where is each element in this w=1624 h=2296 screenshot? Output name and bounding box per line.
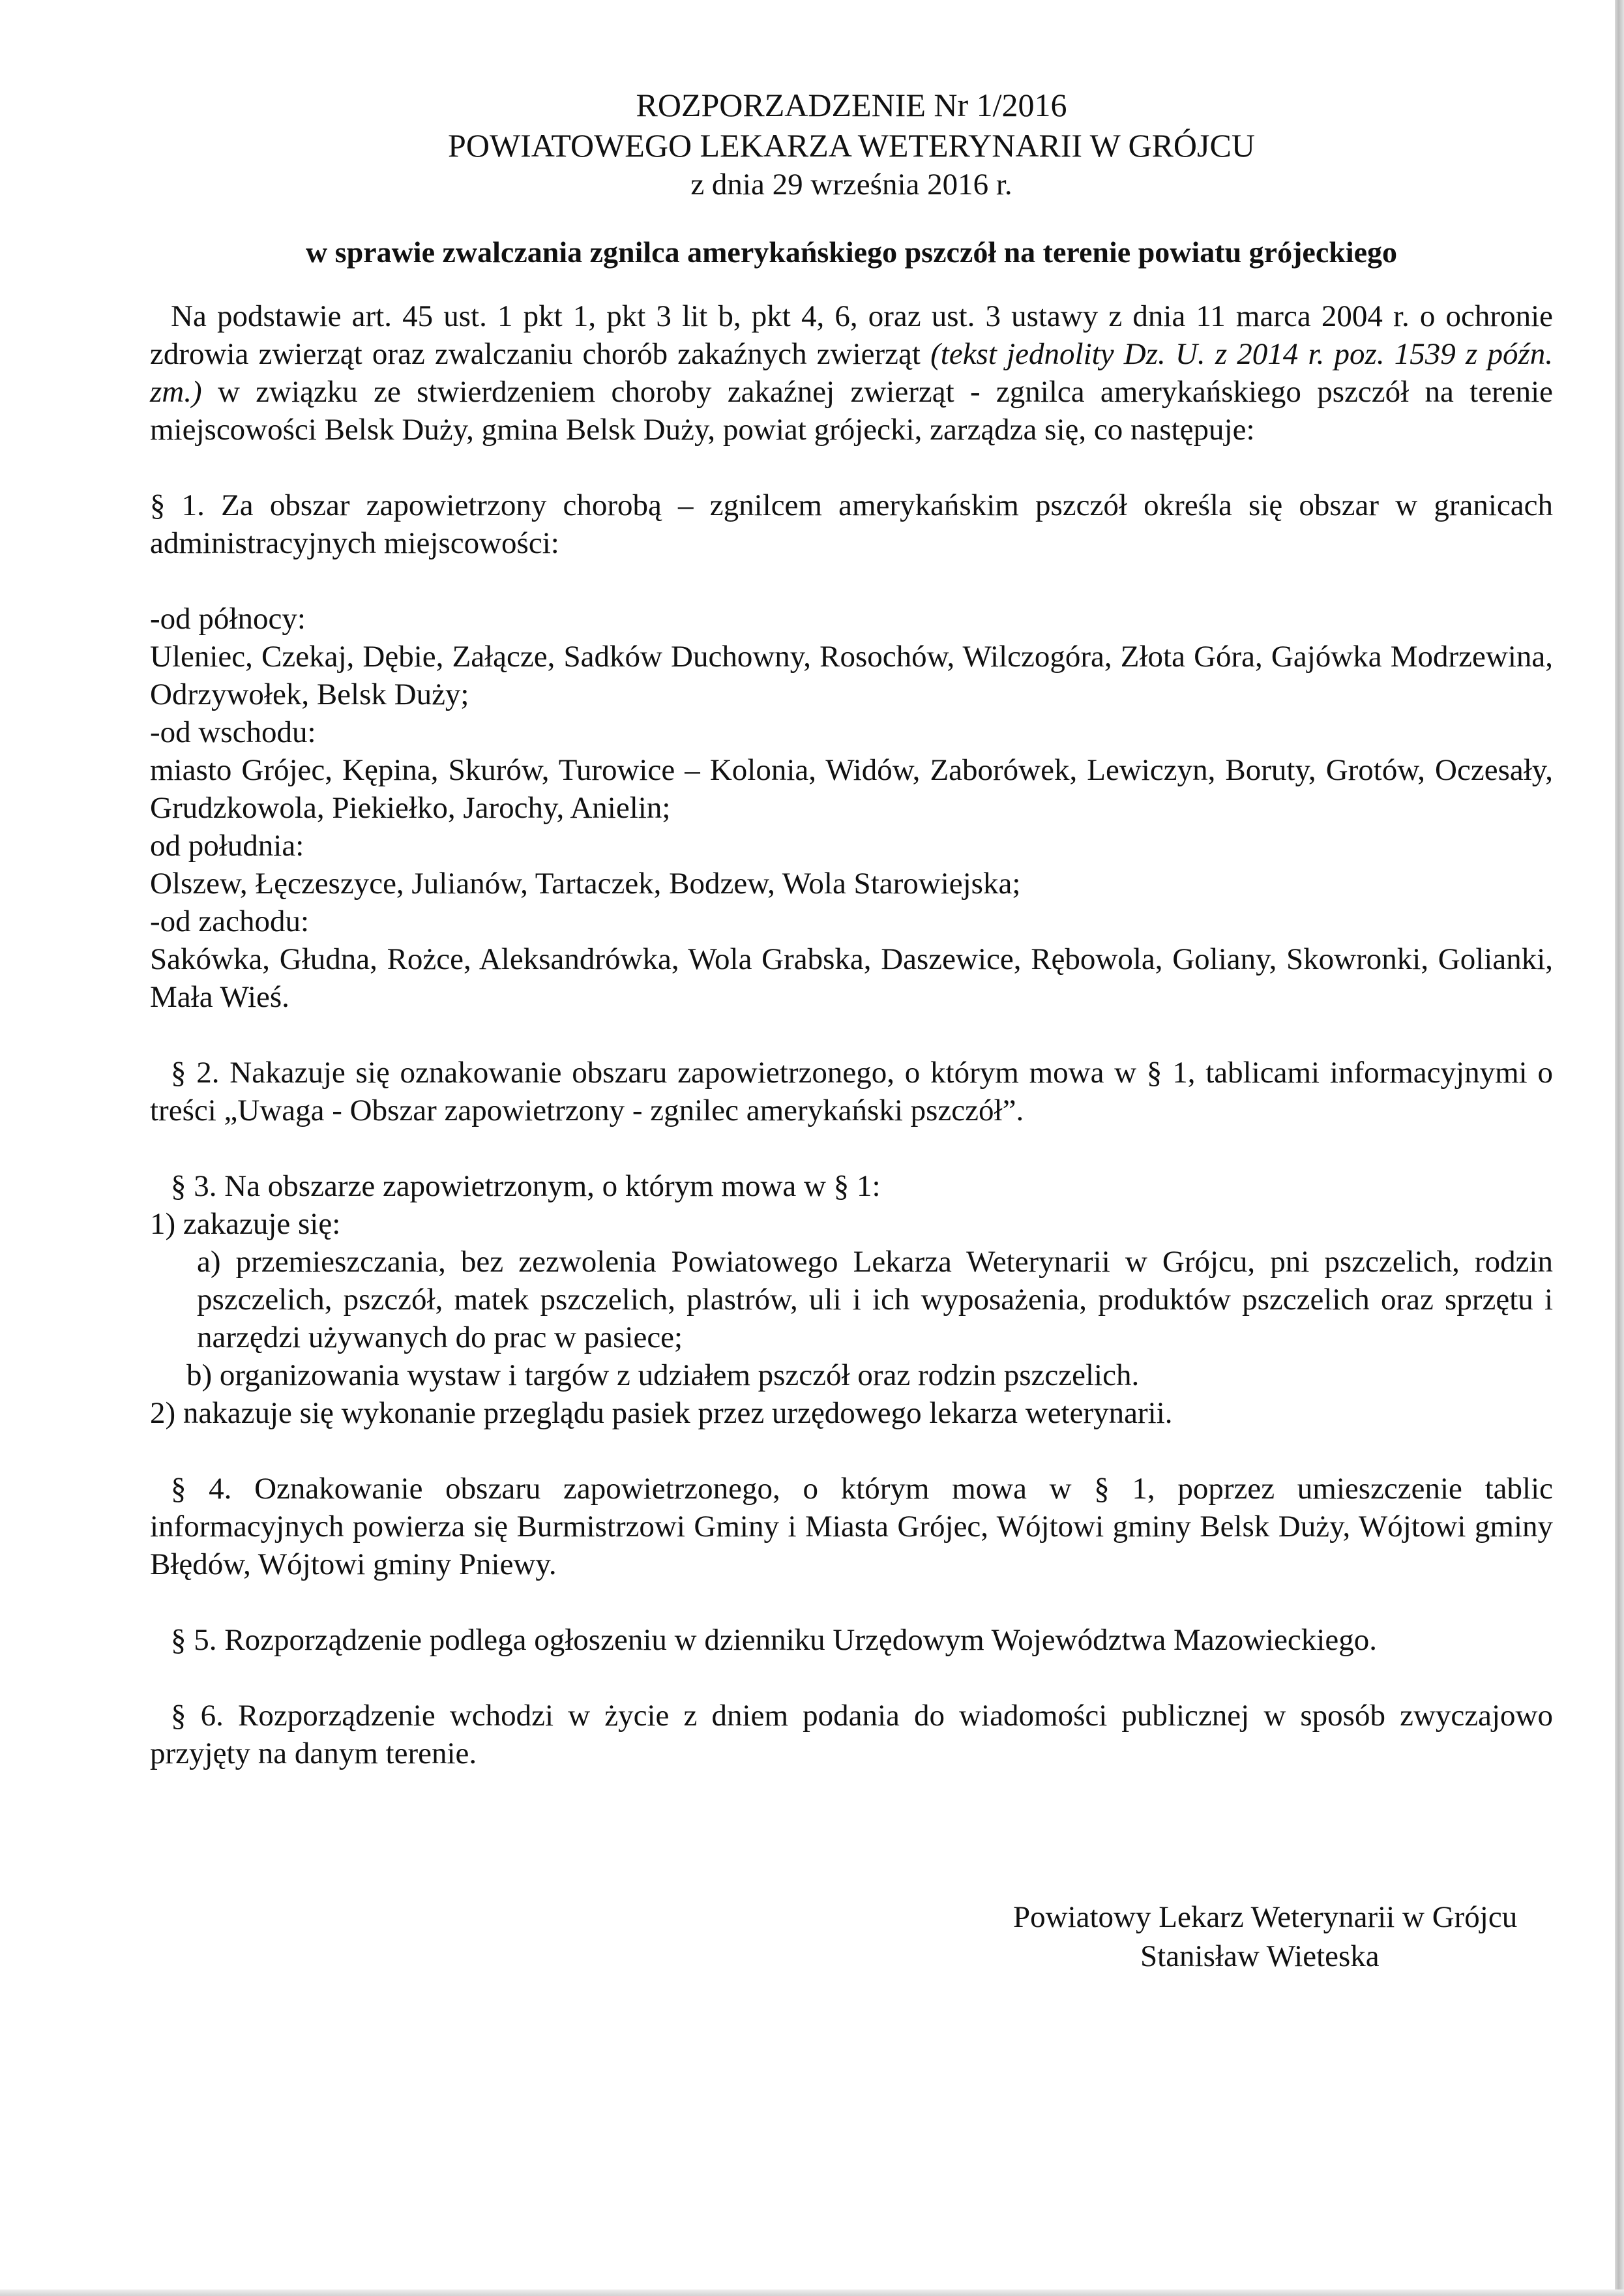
document-header [150, 85, 1553, 203]
spacer [150, 1659, 1553, 1697]
scan-edge-right [1615, 0, 1624, 2296]
spacer [150, 1583, 1553, 1621]
section-3-item-1: 1) zakazuje się: [150, 1207, 341, 1241]
section-1-text: § 1. Za obszar zapowietrzony chorobą – zgnilcem amerykańskim pszczół określa się obszar w granicach administracyjnych miejscowości: [150, 488, 1553, 560]
signature-block [1013, 1898, 1548, 1976]
preamble-text-before: Na podstawie art. 45 ust. 1 pkt 1, pkt 3 lit b, pkt 4, 6, oraz ust. 3 ustawy z dnia 11 marca 2004 r. o ochronie zdrowia zwierząt oraz zwalczaniu chorób zakaźnych zwierząt [150, 299, 1553, 371]
section-4-text: § 4. Oznakowanie obszaru zapowietrzonego, o którym mowa w § 1, poprzez umieszczenie tablic informacyjnych powierza się Burmistrzowi Gminy i Miasta Grójec, Wójtowi gminy Belsk Duży, Wójtowi gminy Błędów, Wójtowi gminy Pniewy. [150, 1472, 1553, 1581]
section-1-east-label: -od wschodu: [150, 715, 316, 749]
spacer [150, 1129, 1553, 1167]
section-5-text: § 5. Rozporządzenie podlega ogłoszeniu w dzienniku Urzędowym Województwa Mazowieckiego. [171, 1623, 1377, 1657]
section-1-east-list: miasto Grójec, Kępina, Skurów, Turowice – Kolonia, Widów, Zaborówek, Lewiczyn, Boruty, Grotów, Oczesały, Grudzkowola, Piekiełko, Jarochy, Anielin; [150, 753, 1553, 825]
document-subject: w sprawie zwalczania zgnilca amerykańskiego pszczół na terenie powiatu grójeckiego [305, 235, 1398, 269]
header-line-2: POWIATOWEGO LEKARZA WETERYNARII W GRÓJCU [448, 127, 1255, 164]
header-date: z dnia 29 września 2016 r. [690, 168, 1012, 201]
preamble-citation: (tekst jednolity Dz. U. z 2014 r. poz. 1539 z późn. zm.) [150, 337, 1554, 409]
spacer [150, 562, 1553, 600]
section-1-west-label: -od zachodu: [150, 904, 310, 938]
section-1-south-label: od południa: [150, 829, 304, 863]
spacer [150, 271, 1553, 297]
section-1-north-list: Uleniec, Czekaj, Dębie, Załącze, Sadków Duchowny, Rosochów, Wilczogóra, Złota Góra, Gajówka Modrzewina, Odrzywołek, Belsk Duży; [150, 640, 1553, 711]
signature-title: Powiatowy Lekarz Weterynarii w Grójcu [1013, 1900, 1518, 1934]
section-1-north-label: -od północy: [150, 602, 306, 636]
section-6-text: § 6. Rozporządzenie wchodzi w życie z dniem podania do wiadomości publicznej w sposób zwyczajowo przyjęty na danym terenie. [150, 1699, 1553, 1770]
scan-edge-bottom [0, 2289, 1624, 2296]
spacer [150, 1016, 1553, 1054]
section-3-item-2: 2) nakazuje się wykonanie przeglądu pasiek przez urzędowego lekarza weterynarii. [150, 1396, 1173, 1430]
spacer [150, 1432, 1553, 1470]
section-3-item-1a: a) przemieszczania, bez zezwolenia Powiatowego Lekarza Weterynarii w Grójcu, pni pszczelich, rodzin pszczelich, pszczół, matek pszczelich, plastrów, uli i ich wyposażenia, produktów pszczelich oraz sprzętu i narzędzi używanych do prac w pasiece; [197, 1245, 1553, 1354]
section-1-west-list: Sakówka, Głudna, Rożce, Aleksandrówka, Wola Grabska, Daszewice, Rębowola, Goliany, Skowronki, Golianki, Mała Wieś. [150, 942, 1553, 1014]
section-1-south-list: Olszew, Łęczeszyce, Julianów, Tartaczek, Bodzew, Wola Starowiejska; [150, 867, 1021, 901]
preamble [150, 297, 1553, 449]
preamble-text-after: w związku ze stwierdzeniem choroby zakaźnej zwierząt - zgnilca amerykańskiego pszczół na terenie miejscowości Belsk Duży, gmina Belsk Duży, powiat grójecki, zarządza się, co następuje: [150, 375, 1553, 447]
header-line-1: ROZPORZADZENIE Nr 1/2016 [636, 87, 1067, 123]
document-page [150, 85, 1553, 1772]
signature-name: Stanisław Wieteska [1140, 1939, 1380, 1973]
section-2-text: § 2. Nakazuje się oznakowanie obszaru zapowietrzonego, o którym mowa w § 1, tablicami informacyjnymi o treści „Uwaga - Obszar zapowietrzony - zgnilec amerykański pszczół”. [150, 1056, 1553, 1127]
section-3-intro: § 3. Na obszarze zapowietrzonym, o którym mowa w § 1: [171, 1169, 881, 1203]
section-3-item-1b: b) organizowania wystaw i targów z udziałem pszczół oraz rodzin pszczelich. [186, 1358, 1140, 1392]
spacer [150, 449, 1553, 486]
